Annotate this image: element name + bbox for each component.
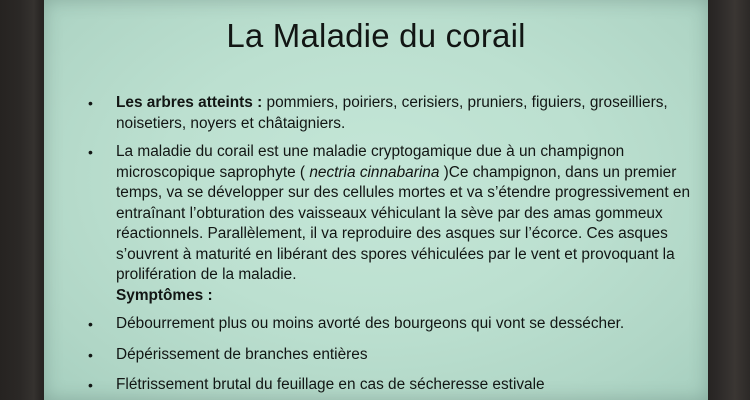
- bullet-icon: •: [88, 377, 93, 393]
- slide-title: La Maladie du corail: [226, 17, 526, 54]
- list-item-symptom: [88, 345, 704, 366]
- symptom-text: Débourrement plus ou moins avorté des bourgeons qui vont se dessécher.: [116, 315, 625, 332]
- affected-trees-text: pommiers, poiriers, cerisiers, pruniers, figuiers, groseilliers, noisetiers, noyers et châtaigniers.: [116, 94, 668, 132]
- bullet-icon: •: [88, 144, 93, 160]
- description-text-part1: La maladie du corail est une maladie cryptogamique due à un champignon microscopique saprophyte (: [116, 143, 625, 181]
- description-text-part2: )Ce champignon, dans un premier temps, va se développer sur des cellules mortes et va s’étendre progressivement en entraînant l’obturation des vaisseaux véhiculant la sève par des amas gommeux réactionnels. Parallèlement, il va reproduire des asques sur l’écorce. Ces asques s’ouvrent à maturité en libérant des spores véhiculées par le vent et provoquant la prolifération de la maladie.: [116, 163, 691, 283]
- list-item-symptom: [88, 314, 704, 335]
- species-name: nectria cinnabarina: [309, 163, 440, 181]
- symptom-text: Dépérissement de branches entières: [116, 345, 368, 363]
- projected-slide: [44, 0, 708, 400]
- symptoms-heading: Symptômes :: [116, 286, 213, 304]
- affected-trees-label: Les arbres atteints :: [116, 94, 263, 111]
- list-item-description: [88, 142, 704, 286]
- list-item-affected-trees: [88, 93, 704, 134]
- list-item-symptom: [88, 375, 704, 396]
- bullet-icon: •: [88, 95, 93, 111]
- symptom-text: Flétrissement brutal du feuillage en cas de sécheresse estivale: [116, 376, 545, 393]
- slide-content: [88, 93, 704, 396]
- bullet-icon: •: [88, 316, 93, 332]
- bullet-icon: •: [88, 346, 93, 363]
